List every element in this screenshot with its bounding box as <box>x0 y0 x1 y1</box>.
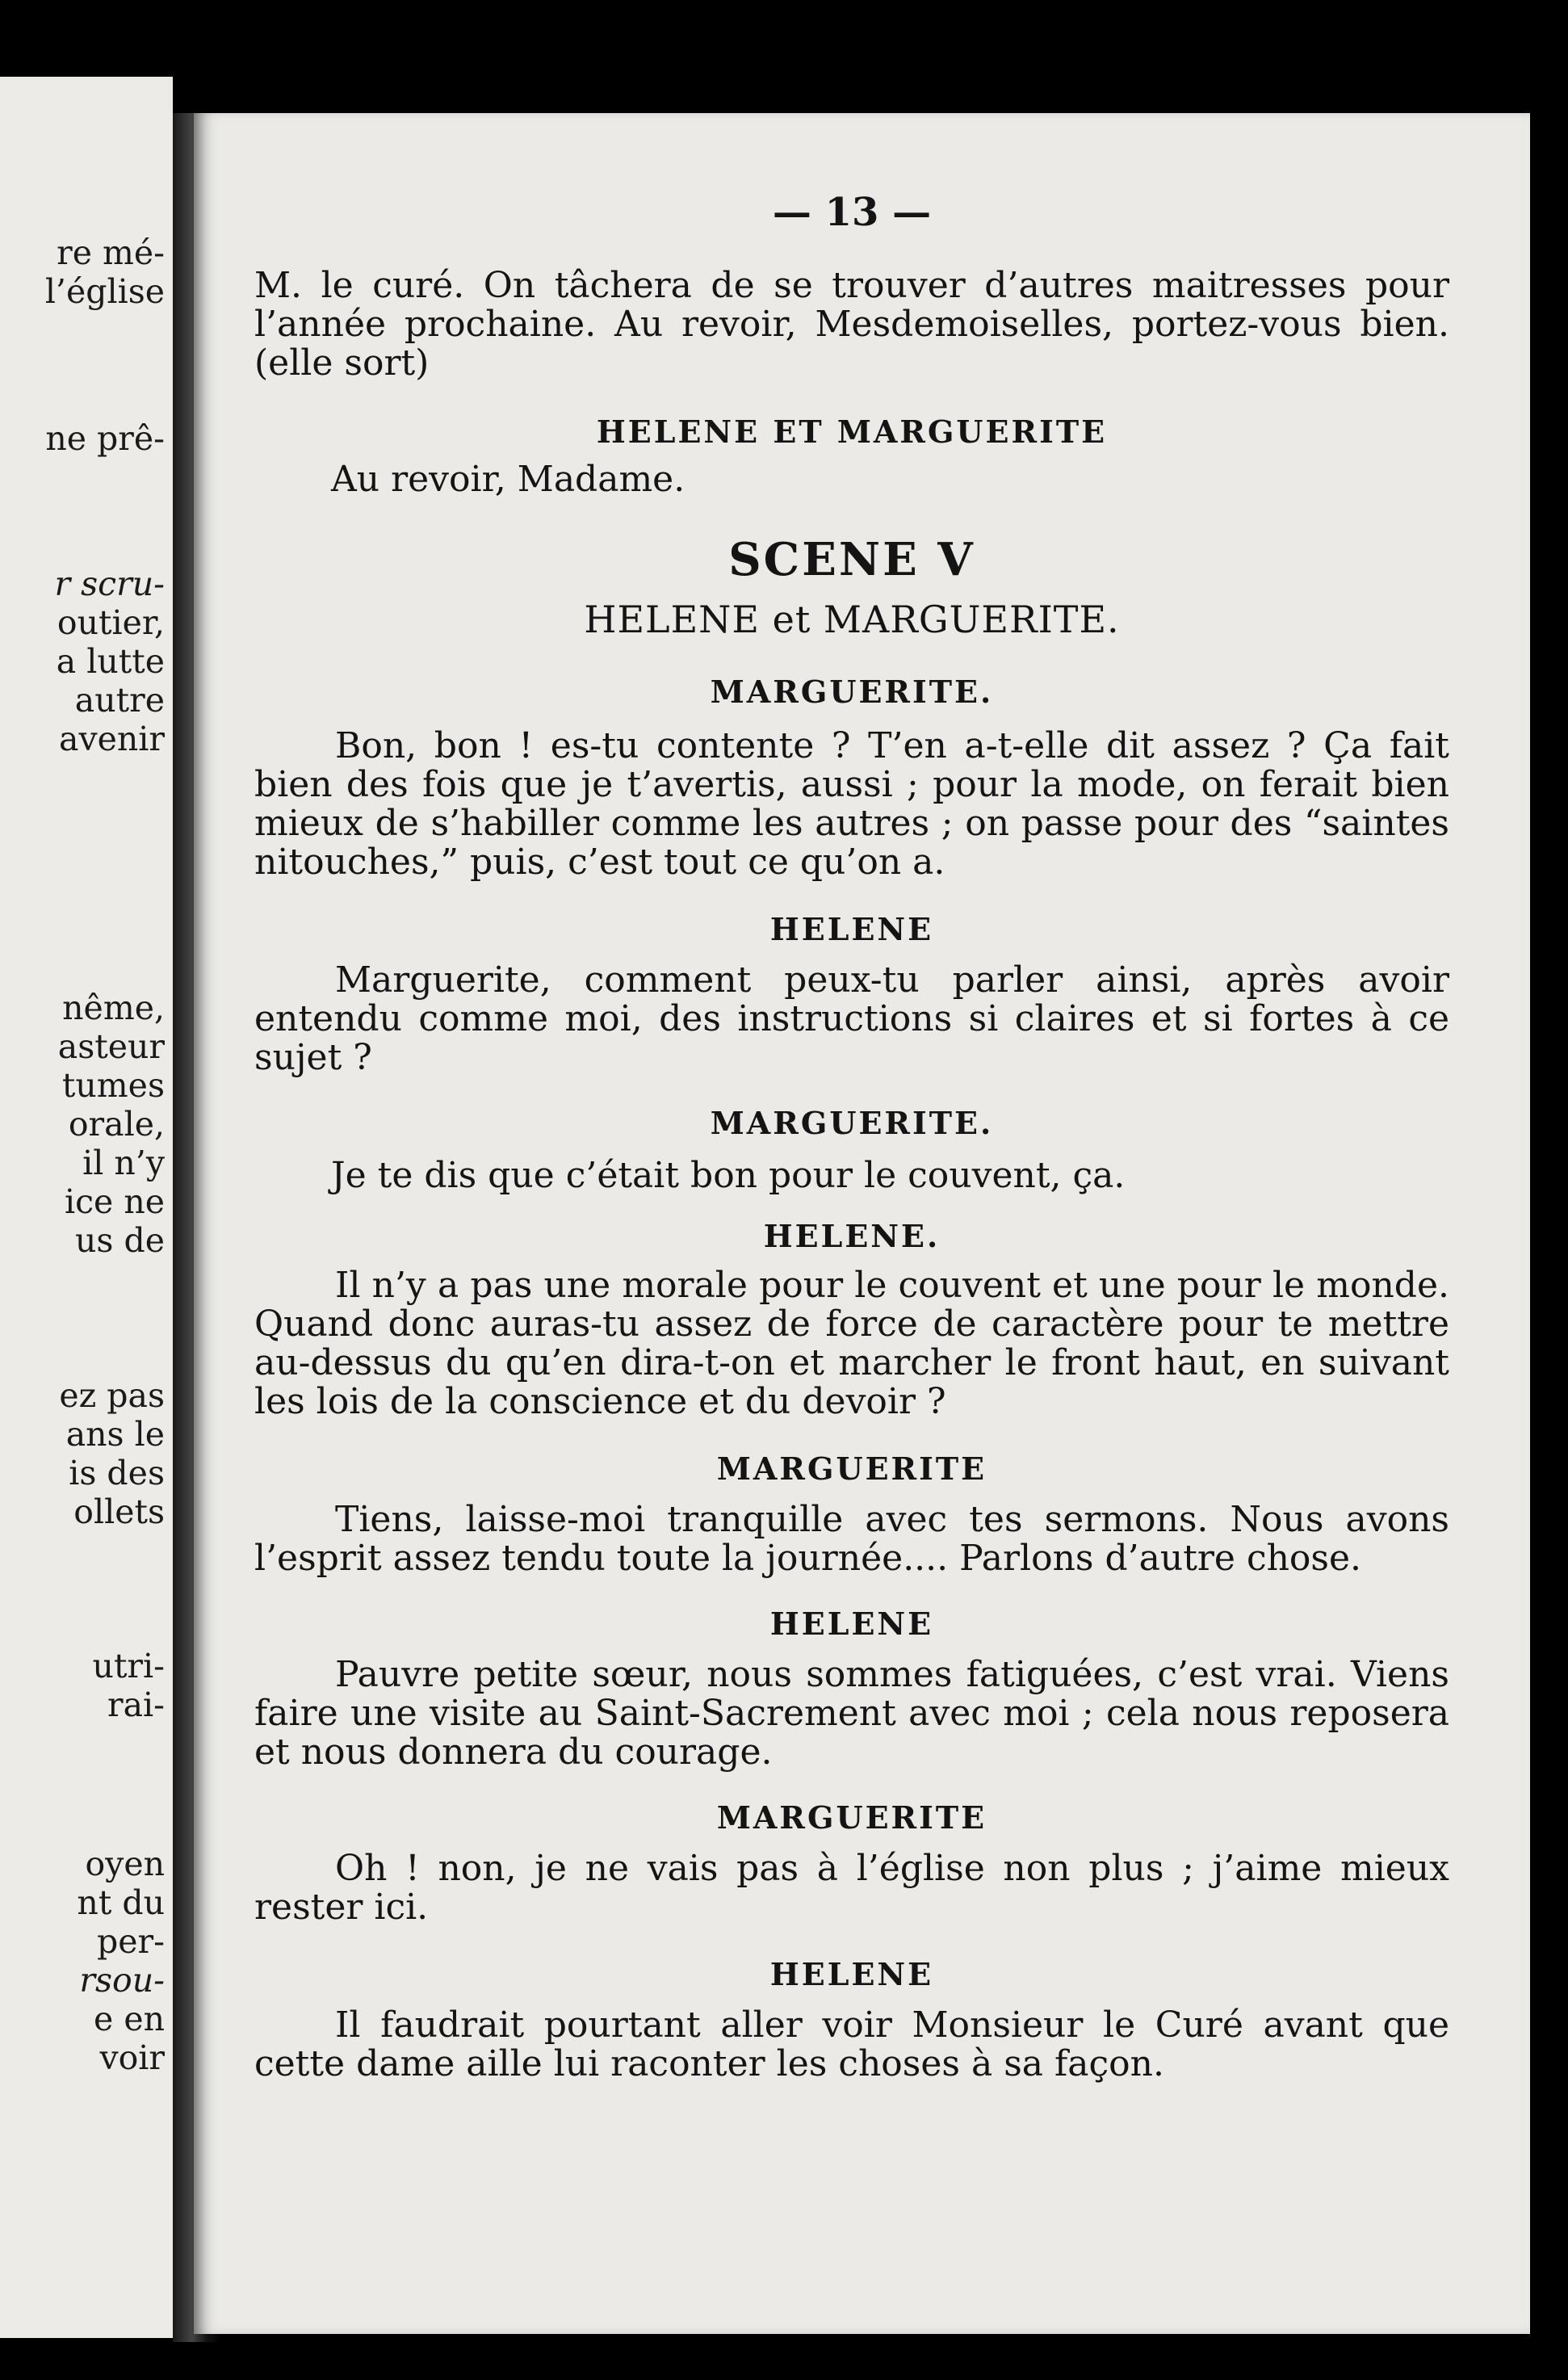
left-facing-page <box>0 77 173 2338</box>
left-page-line: is des <box>69 1454 165 1492</box>
left-page-line: nême, <box>62 989 165 1027</box>
left-page-line: l’église <box>44 272 165 311</box>
left-page-line: asteur <box>57 1027 165 1066</box>
left-page-line: ice ne <box>64 1182 165 1221</box>
dialogue-paragraph: Bon, bon ! es-tu contente ? T’en a-t-elle dit assez ? Ça fait bien des fois que je t’avertis, aussi ; pour la mode, on ferait bien mieux de s’habiller comme les autres ; on passe pour des “saintes nitouches,” puis, c’est tout ce qu’on a. <box>254 725 1449 883</box>
speaker-marguerite: MARGUERITE <box>716 1450 987 1487</box>
dialogue-paragraph: Il faudrait pourtant aller voir Monsieur le Curé avant que cette dame aille lui raconter les choses à sa façon. <box>254 2004 1449 2084</box>
dialogue-paragraph: Marguerite, comment peux-tu parler ainsi, après avoir entendu comme moi, des instructions si claires et si fortes à ce sujet ? <box>254 959 1449 1078</box>
speaker-helene: HELENE <box>769 911 934 947</box>
left-page-line: tumes <box>61 1066 165 1105</box>
dialogue-paragraph: Pauvre petite sœur, nous sommes fatiguées, c’est vrai. Viens faire une visite au Saint-Sacrement avec moi ; cela nous reposera et nous donnera du courage. <box>254 1654 1449 1773</box>
left-page-line: autre <box>74 681 165 720</box>
dialogue-paragraph: Il n’y a pas une morale pour le couvent et une pour le monde. Quand donc auras-tu assez de force de caractère pour te mettre au-dessus du qu’en dira-t-on et marcher le front haut, en suivant les lois de la conscience et du devoir ? <box>254 1265 1449 1422</box>
left-page-line: outier, <box>57 603 165 642</box>
dialogue-line: Au revoir, Madame. <box>331 459 685 500</box>
left-page-line: re mé- <box>57 233 165 272</box>
left-page-line: orale, <box>68 1105 165 1144</box>
opening-paragraph: M. le curé. On tâchera de se trouver d’autres maitresses pour l’année prochaine. Au revoir, Mesdemoiselles, portez-vous bien. (elle sort) <box>254 265 1449 384</box>
left-page-line: rsou- <box>79 1961 165 2000</box>
dialogue-line: Je te dis que c’était bon pour le couvent, ça. <box>331 1155 1126 1196</box>
speaker-helene: HELENE. <box>763 1218 941 1254</box>
speaker-marguerite: MARGUERITE. <box>710 1105 994 1141</box>
left-page-line: nt du <box>77 1883 165 1922</box>
left-page-line: rai- <box>107 1685 165 1724</box>
left-page-line: il n’y <box>82 1144 165 1182</box>
dialogue-paragraph: Tiens, laisse-moi tranquille avec tes sermons. Nous avons l’esprit assez tendu toute la journée.... Parlons d’autre chose. <box>254 1499 1449 1579</box>
left-page-line: per- <box>97 1922 165 1961</box>
left-page-line: utri- <box>92 1647 165 1685</box>
left-page-line: ans le <box>65 1415 165 1454</box>
page <box>194 113 1530 2334</box>
speaker-helene: HELENE <box>769 1956 934 1992</box>
left-page-line: a lutte <box>56 642 165 681</box>
speaker-marguerite: MARGUERITE. <box>710 674 994 710</box>
speaker-helene: HELENE <box>769 1606 934 1642</box>
left-page-line: r scru- <box>54 565 165 603</box>
left-page-line: voir <box>99 2038 165 2077</box>
speaker-helene-et-marguerite: HELENE ET MARGUERITE <box>596 413 1108 450</box>
scene-title: SCENE V <box>728 533 975 586</box>
left-page-line: ez pas <box>59 1376 165 1415</box>
left-page-line: e en <box>94 2000 165 2038</box>
dialogue-paragraph: Oh ! non, je ne vais pas à l’église non plus ; j’aime mieux rester ici. <box>254 1848 1449 1928</box>
speaker-marguerite: MARGUERITE <box>716 1799 987 1836</box>
left-page-line: ne prê- <box>45 419 165 458</box>
left-page-line: us de <box>75 1221 165 1260</box>
left-page-line: avenir <box>59 720 165 758</box>
page-number: — 13 — <box>772 190 932 235</box>
left-page-line: ollets <box>73 1492 165 1531</box>
left-page-line: oyen <box>85 1845 165 1883</box>
scene-cast: HELENE et MARGUERITE. <box>584 598 1120 641</box>
